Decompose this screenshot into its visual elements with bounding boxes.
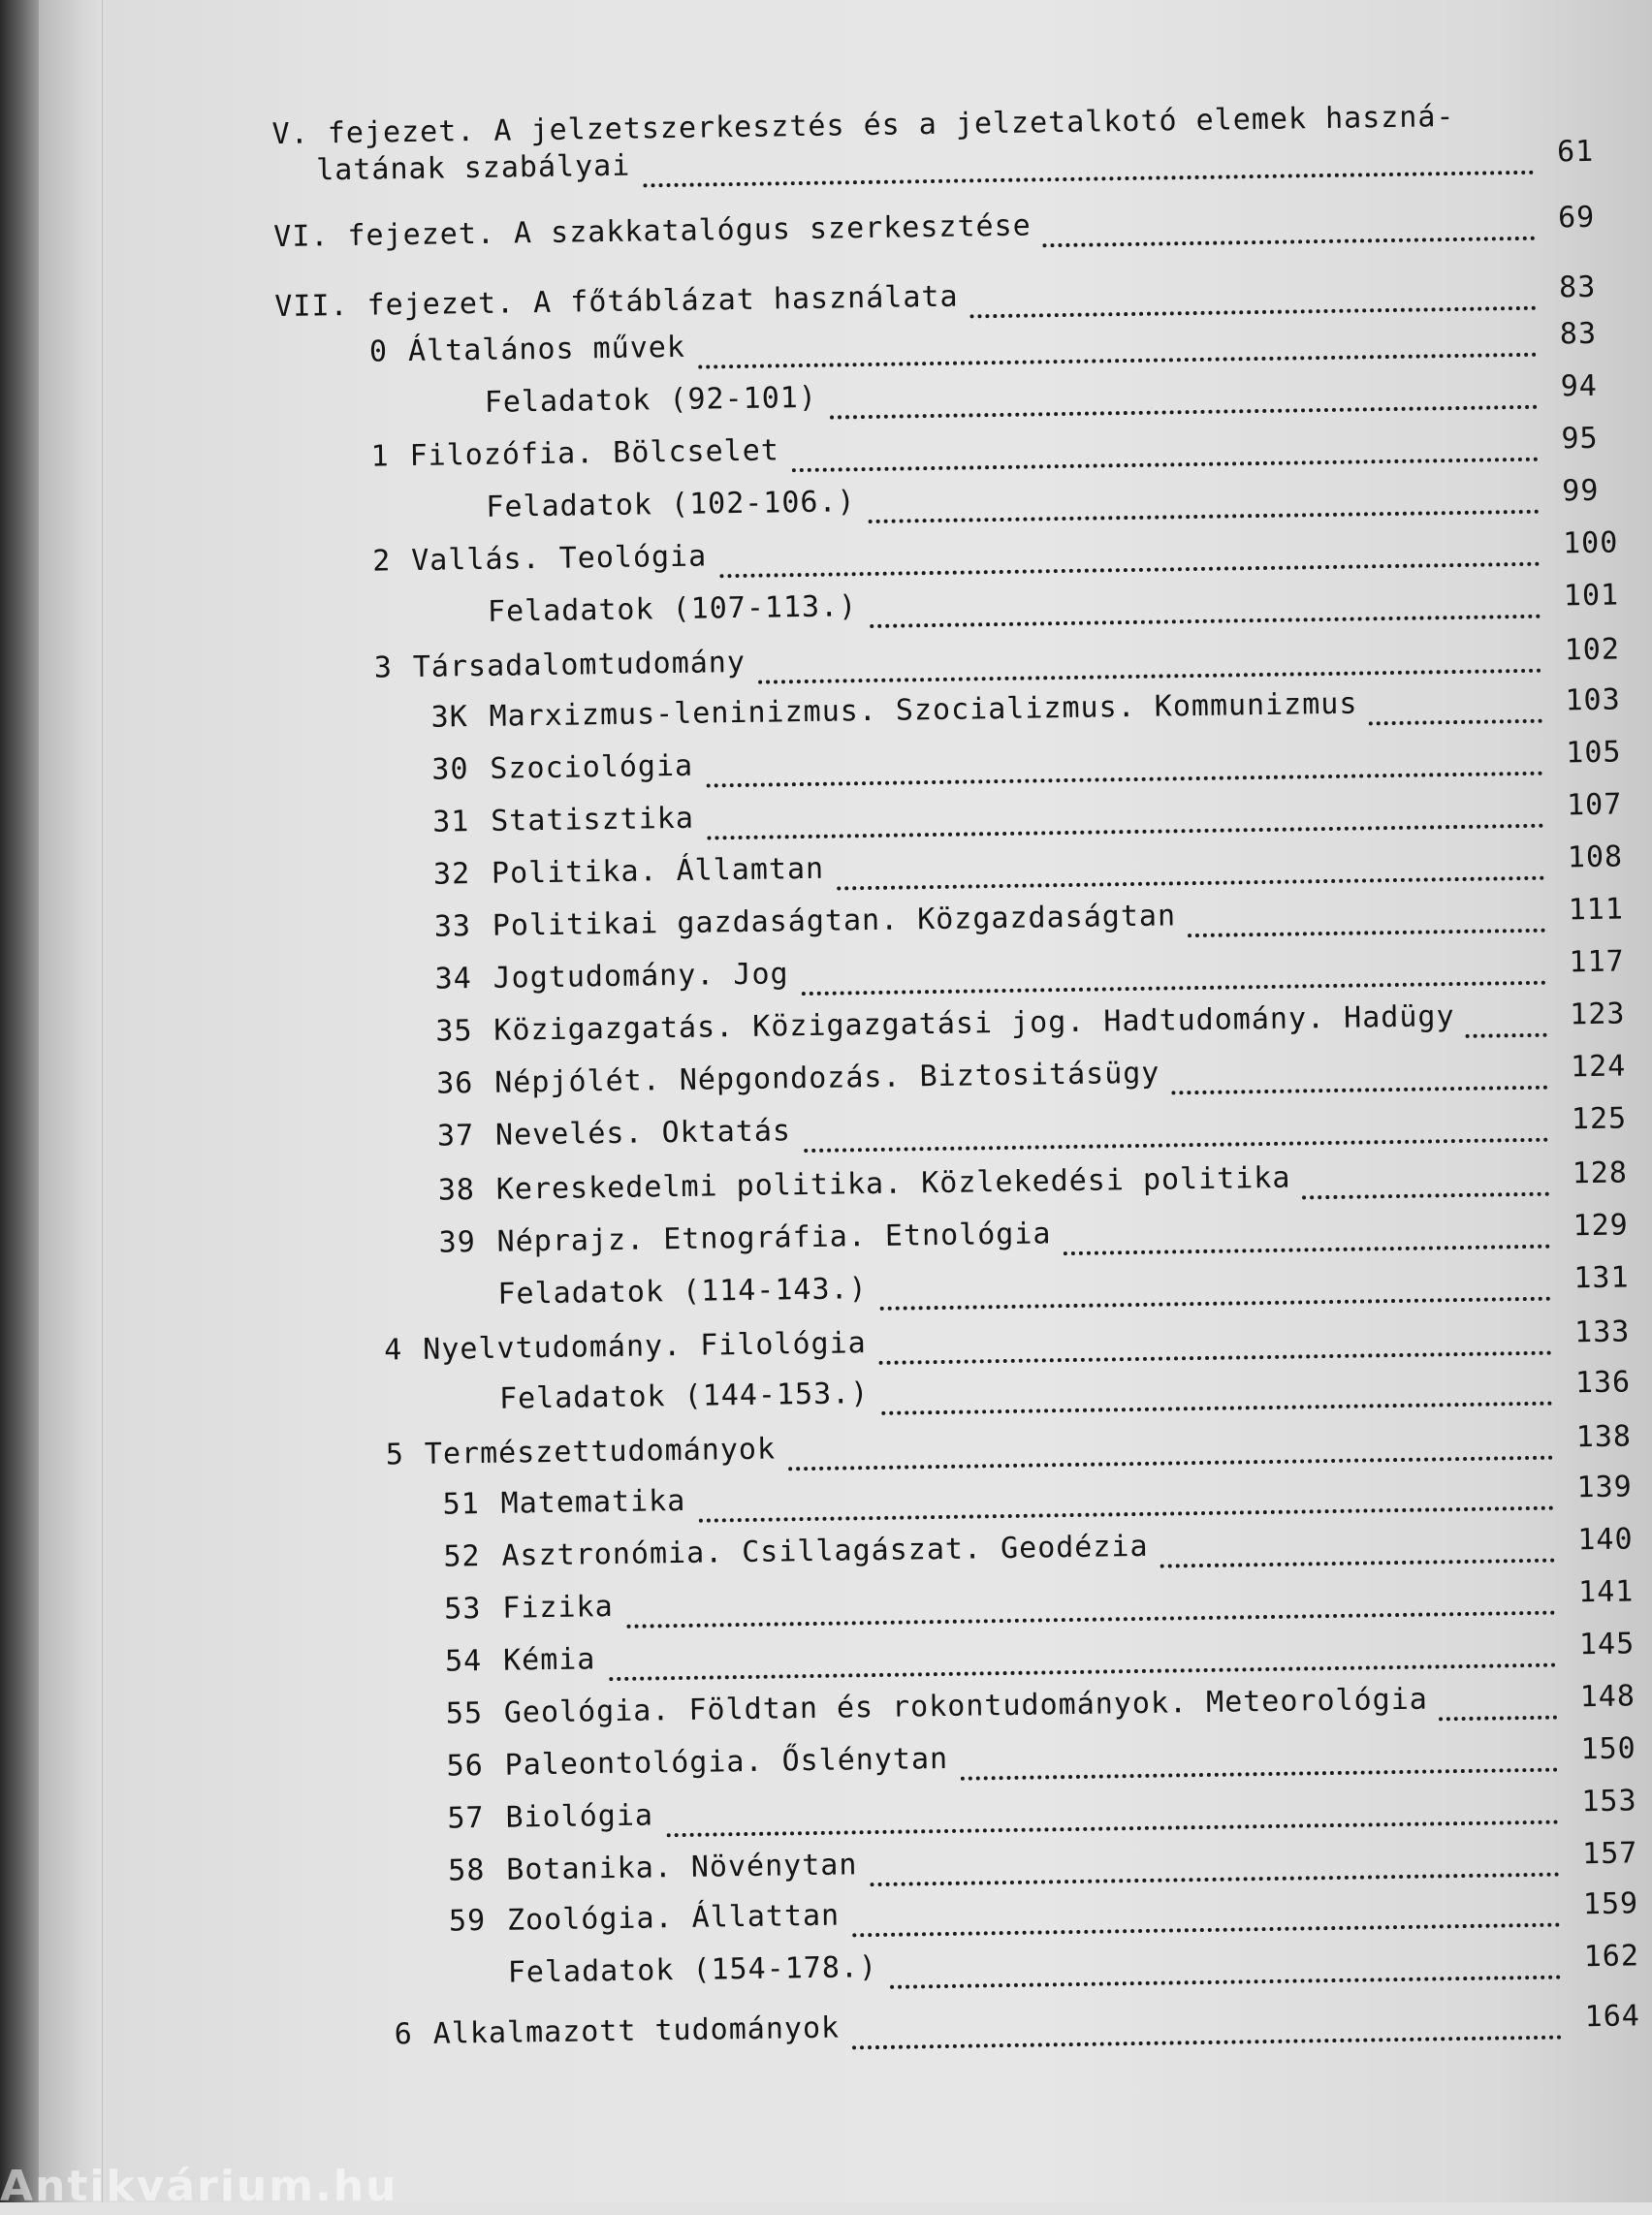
toc-entry-page: 99 — [1562, 473, 1600, 509]
toc-entry-label: Szociológia — [490, 748, 694, 786]
toc-entry-label: Néprajz. Etnográfia. Etnológia — [496, 1217, 1052, 1259]
toc-entry-label: Feladatok (154-178.) — [507, 1950, 878, 1990]
toc-entry-code: 6 — [394, 2017, 414, 2052]
dot-leader — [1042, 198, 1536, 248]
dot-leader — [609, 1625, 1557, 1681]
toc-entry-label: Matematika — [500, 1483, 686, 1521]
dot-leader — [870, 576, 1541, 628]
toc-entry — [0, 134, 1638, 201]
dot-leader — [1187, 890, 1545, 937]
toc-entry-label: Geológia. Földtan és rokontudományok. Meteorológia — [503, 1682, 1429, 1730]
toc-entry-page: 159 — [1582, 1886, 1639, 1922]
toc-entry-label: Nyelvtudomány. Filológia — [423, 1326, 867, 1367]
toc-entry-page: 83 — [1559, 316, 1598, 352]
toc-entry-page: 125 — [1571, 1101, 1628, 1137]
toc-entry-page: 131 — [1573, 1260, 1630, 1296]
dot-leader — [870, 1834, 1560, 1887]
toc-entry-label: Botanika. Növénytan — [505, 1848, 858, 1887]
toc-entry-code: 36 — [435, 1066, 474, 1101]
toc-entry-page: 140 — [1577, 1522, 1634, 1558]
toc-entry-code: 5 — [385, 1438, 405, 1472]
toc-entry-label: Biológia — [505, 1798, 654, 1835]
toc-entry-page: 117 — [1569, 944, 1625, 980]
toc-entry-code: 56 — [446, 1749, 485, 1784]
dot-leader — [1063, 1206, 1550, 1255]
toc-entry-code: 32 — [432, 857, 471, 892]
dot-leader — [969, 268, 1537, 319]
toc-entry-code: 54 — [444, 1644, 483, 1679]
toc-entry-page: 102 — [1564, 632, 1621, 668]
toc-entry-code: 37 — [436, 1119, 475, 1154]
toc-entry-code: 53 — [444, 1592, 482, 1627]
watermark: Antikvárium.hu — [0, 2162, 398, 2211]
dot-leader — [889, 1937, 1561, 1989]
toc-entry-page: 138 — [1575, 1419, 1633, 1455]
toc-entry-page: 100 — [1562, 525, 1619, 561]
dot-leader — [801, 942, 1546, 996]
toc-entry-label: Politikai gazdaságtan. Közgazdaságtan — [492, 899, 1177, 943]
toc-entry-label: Általános művek — [407, 330, 686, 369]
toc-entry-page: 136 — [1574, 1365, 1632, 1401]
toc-entry-page: 162 — [1583, 1939, 1640, 1975]
toc-entry-label: Feladatok (92-101) — [484, 380, 818, 420]
dot-leader — [719, 523, 1541, 579]
toc-entry-label: Feladatok (102-106.) — [486, 485, 856, 524]
toc-entry-label: Alkalmazott tudományok — [432, 2010, 841, 2051]
toc-entry-label: Társadalomtudomány — [412, 645, 747, 684]
dot-leader — [879, 1258, 1551, 1311]
dot-leader — [1160, 1520, 1555, 1568]
toc-entry-page: 153 — [1581, 1784, 1637, 1819]
dot-leader — [878, 1313, 1552, 1365]
dot-leader — [757, 630, 1541, 684]
toc-entry-page: 124 — [1570, 1049, 1627, 1085]
toc-entry-code: 55 — [445, 1696, 484, 1731]
toc-entry-code: 3K — [430, 700, 468, 735]
toc-entry-page: 108 — [1567, 839, 1624, 875]
toc-entry-page: 141 — [1577, 1574, 1635, 1610]
toc-entry-label: latának szabályai — [315, 148, 631, 188]
dot-leader — [868, 471, 1540, 523]
dot-leader — [804, 1099, 1549, 1153]
toc-entry-label: Vallás. Teológia — [410, 539, 708, 578]
toc-entry-label: Fizika — [501, 1590, 614, 1626]
toc-entry-page: 69 — [1557, 200, 1596, 236]
dot-leader — [706, 733, 1543, 788]
toc-entry-code: 30 — [431, 752, 469, 787]
dot-leader — [851, 1997, 1562, 2050]
toc-entry-label: Feladatok (107-113.) — [487, 589, 858, 629]
toc-entry-code: 34 — [434, 962, 472, 997]
toc-entry-label: Természettudományok — [424, 1432, 777, 1471]
toc-entry-label: Kémia — [502, 1642, 596, 1678]
dot-leader — [852, 1884, 1561, 1938]
dot-leader — [837, 838, 1545, 891]
toc-entry-label: Jogtudomány. Jog — [492, 957, 789, 996]
toc-entry-code: 35 — [435, 1014, 473, 1049]
dot-leader — [788, 1417, 1554, 1471]
toc-entry-label: Statisztika — [490, 801, 695, 839]
toc-entry — [15, 1999, 1652, 2066]
toc-entry-page: 83 — [1558, 269, 1597, 305]
toc-entry — [0, 200, 1639, 267]
dot-leader — [1465, 995, 1547, 1038]
toc-entry-label: Asztronómia. Csillagászat. Geodézia — [501, 1529, 1149, 1573]
toc-entry-page: 107 — [1566, 787, 1623, 823]
toc-entry-page: 95 — [1561, 421, 1599, 457]
toc-entry-label: Filozófia. Bölcselet — [409, 433, 780, 474]
toc-entry-label: Nevelés. Oktatás — [494, 1114, 792, 1153]
dot-leader — [698, 1468, 1554, 1523]
toc-entry-page: 94 — [1560, 368, 1599, 404]
toc-entry-page: 128 — [1572, 1155, 1629, 1191]
dot-leader — [707, 785, 1544, 840]
toc-entry-page: 61 — [1556, 134, 1595, 170]
toc-entry-code: 33 — [433, 909, 472, 944]
toc-entry-page: 148 — [1579, 1679, 1636, 1715]
toc-entry-page: 145 — [1578, 1627, 1636, 1662]
toc-entry-label: Feladatok (144-153.) — [498, 1376, 870, 1416]
toc-entry-page: 139 — [1576, 1470, 1633, 1505]
toc-entry-page: 157 — [1581, 1836, 1638, 1872]
toc-entry-page: 129 — [1573, 1208, 1629, 1244]
chapter-5-title-line1: V. fejezet. A jelzetszerkesztés és a jelzetalkotó elemek haszná- — [271, 99, 1455, 152]
dot-leader — [829, 366, 1538, 420]
toc-entry-page: 103 — [1565, 682, 1621, 718]
dot-leader — [881, 1363, 1553, 1415]
dot-leader — [1171, 1047, 1548, 1095]
dot-leader — [960, 1729, 1558, 1781]
toc-entry-code: 2 — [371, 544, 392, 579]
toc-entry-label: Közigazgatás. Közigazgatási jog. Hadtudomány. Hadügy — [493, 999, 1455, 1048]
toc-entry-code: 39 — [438, 1225, 477, 1260]
toc-entry-code: 1 — [370, 439, 390, 474]
toc-entry-code: 51 — [442, 1487, 481, 1522]
toc-entry-label: Zoológia. Állattan — [506, 1898, 841, 1938]
toc-entry-label: VI. fejezet. A szakkatalógus szerkesztése — [272, 208, 1032, 255]
dot-leader — [1301, 1154, 1549, 1200]
dot-leader — [626, 1572, 1556, 1629]
toc-entry-page: 101 — [1563, 578, 1620, 614]
toc-entry-page: 111 — [1568, 892, 1625, 928]
toc-entry-page: 123 — [1570, 997, 1626, 1032]
toc-entry-code: 0 — [368, 334, 389, 369]
toc-entry-code: 52 — [443, 1539, 481, 1574]
toc-entry-label: VII. fejezet. A főtáblázat használata — [274, 279, 959, 325]
toc-entry-label: Népjólét. Népgondozás. Biztositásügy — [493, 1056, 1160, 1100]
dot-leader — [666, 1782, 1559, 1838]
toc-entry-code: 3 — [373, 650, 394, 685]
toc-entry-code: 38 — [437, 1173, 476, 1208]
toc-entry-label: Marxizmus-leninizmus. Szocializmus. Kommunizmus — [489, 686, 1358, 734]
toc-entry-code: 4 — [384, 1333, 403, 1368]
toc-entry-label: Kereskedelmi politika. Közlekedési politika — [495, 1160, 1291, 1207]
toc-entry-page: 105 — [1566, 735, 1622, 771]
toc-entry-code: 31 — [431, 805, 470, 839]
toc-entry-code: 58 — [448, 1853, 486, 1888]
dot-leader — [1368, 680, 1542, 726]
dot-leader — [791, 419, 1539, 472]
toc-entry-page: 150 — [1580, 1731, 1636, 1767]
toc-entry-code: 57 — [447, 1801, 485, 1836]
toc-entry-page: 164 — [1584, 1999, 1641, 2035]
toc-entry-label: Politika. Államtan — [491, 851, 825, 891]
toc-entry-page: 133 — [1573, 1314, 1631, 1350]
toc-entry-label: Feladatok (114-143.) — [497, 1272, 868, 1312]
toc-entry-label: Paleontológia. Őslénytan — [504, 1741, 949, 1783]
dot-leader — [1438, 1677, 1557, 1722]
toc-entry-code: 59 — [448, 1904, 487, 1939]
